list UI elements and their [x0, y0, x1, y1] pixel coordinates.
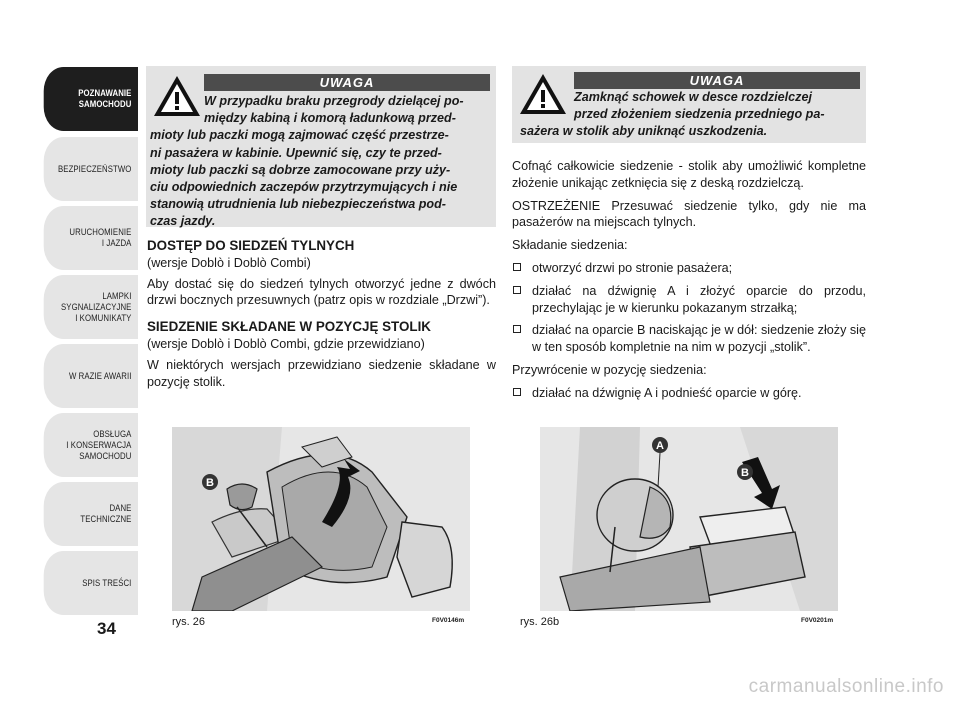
- checkbox-bullet-icon: [513, 286, 521, 294]
- tab-label: OBSŁUGA I KONSERWACJA SAMOCHODU: [66, 428, 132, 462]
- figure-code: F0V0146m: [432, 617, 465, 624]
- warning-line: stanowią utrudnienia lub niebezpieczeństwa pod-: [150, 197, 446, 212]
- figure-caption: rys. 26: [172, 616, 206, 628]
- section-heading: SIEDZENIE SKŁADANE W POZYCJĘ STOLIK: [147, 319, 431, 335]
- paragraph: Aby dostać się do siedzeń tylnych otworzyć jedne z dwóch drzwi bocznych przesuwnych (patrz opis w rozdziale „Drzwi”).: [147, 276, 496, 308]
- paragraph: OSTRZEŻENIE Przesuwać siedzenie tylko, gdy nie ma pasażerów na miejscach tylnych.: [512, 198, 866, 230]
- tab-label: BEZPIECZEŃSTWO: [58, 163, 132, 175]
- figure-rear-seat-access: [172, 427, 470, 611]
- warning-line: mioty lub paczki są dobrze zamocowane przy uży-: [150, 162, 451, 177]
- list-item: [512, 283, 866, 317]
- warning-text: [150, 93, 492, 231]
- tab-label: SPIS TREŚCI: [82, 577, 132, 589]
- right-text-column: [512, 158, 866, 402]
- callout-b-label: B: [206, 477, 214, 489]
- list-item-text: działać na oparcie B naciskając je w dół: siedzenie złoży się w ten sposób kompletnie na nim w pozycji „stolik”.: [532, 323, 866, 355]
- left-text-column: [147, 238, 496, 390]
- warning-title: UWAGA: [574, 72, 860, 89]
- tab-label: DANE TECHNICZNE: [80, 503, 132, 525]
- tab-uruchomienie-i-jazda[interactable]: [44, 206, 138, 270]
- warning-text: [520, 89, 860, 141]
- warning-line: W przypadku braku przegrody dzielącej po-: [204, 94, 464, 108]
- warning-title: UWAGA: [204, 74, 490, 91]
- warning-line: ciu odpowiednich zaczepów przytrzymujących i nie: [150, 180, 458, 195]
- warning-box-glovebox: [512, 66, 866, 143]
- paragraph: W niektórych wersjach przewidziano siedzenie składane w pozycję stolik.: [147, 357, 496, 389]
- paragraph: Przywrócenie w pozycję siedzenia:: [512, 362, 707, 377]
- warning-line: Zamknąć schowek w desce rozdzielczej: [574, 90, 812, 104]
- list-item: [512, 385, 866, 402]
- figure-seat-folding: [540, 427, 838, 611]
- section-subtitle: (wersje Doblò i Doblò Combi): [147, 255, 311, 270]
- list-item-text: otworzyć drzwi po stronie pasażera;: [532, 260, 733, 275]
- checkbox-bullet-icon: [513, 325, 521, 333]
- section-subtitle: (wersje Doblò i Doblò Combi, gdzie przewidziano): [147, 336, 425, 351]
- warning-line: mioty lub paczki mogą zajmować część przestrze-: [150, 128, 449, 143]
- tab-label: URUCHOMIENIE I JAZDA: [69, 227, 132, 249]
- warning-box-partition: [146, 66, 496, 227]
- tab-obsluga-i-konserwacja[interactable]: [44, 413, 138, 477]
- list-item-text: działać na dźwignię A i złożyć oparcie do przodu, przechylając je w kierunku pokazanym strzałką;: [532, 283, 866, 315]
- list-item: [512, 322, 866, 356]
- watermark: carmanualsonline.info: [748, 676, 944, 697]
- warning-line: czas jazdy.: [150, 214, 216, 229]
- tab-bezpieczenstwo[interactable]: [44, 137, 138, 201]
- list-item-text: działać na dźwignię A i podnieść oparcie w górę.: [532, 385, 802, 400]
- paragraph: Cofnąć całkowicie siedzenie - stolik aby umożliwić kompletne złożenie unikając zetknięcia się z deską rozdzielczą.: [512, 159, 866, 190]
- section-heading: DOSTĘP DO SIEDZEŃ TYLNYCH: [147, 238, 355, 253]
- warning-line: sażera w stolik aby uniknąć uszkodzenia.: [520, 124, 768, 139]
- tab-lampki-sygnalizacyjne[interactable]: [44, 275, 138, 339]
- warning-line: przed złożeniem siedzenia przedniego pa-: [574, 107, 825, 122]
- tab-label: W RAZIE AWARII: [68, 370, 132, 382]
- figure-code: F0V0201m: [801, 617, 834, 624]
- tab-spis-tresci[interactable]: [44, 551, 138, 615]
- figure-caption: rys. 26b: [520, 616, 560, 628]
- tab-poznawanie-samochodu[interactable]: [44, 67, 138, 131]
- seat-illustration: [172, 427, 470, 611]
- list-item: [512, 260, 866, 277]
- seat-folding-illustration: [540, 427, 838, 611]
- tab-label: POZNAWANIE SAMOCHODU: [78, 88, 132, 110]
- tab-label: LAMPKI SYGNALIZACYJNE I KOMUNIKATY: [61, 290, 132, 324]
- warning-line: ni pasażera w kabinie. Upewnić się, czy te przed-: [150, 145, 442, 160]
- paragraph: Składanie siedzenia:: [512, 238, 628, 253]
- tab-dane-techniczne[interactable]: [44, 482, 138, 546]
- page-number: 34: [97, 619, 116, 638]
- warning-line: między kabiną i komorą ładunkową przed-: [204, 111, 456, 126]
- tab-w-razie-awarii[interactable]: [44, 344, 138, 408]
- callout-b-label: B: [741, 467, 749, 479]
- checkbox-bullet-icon: [513, 263, 521, 271]
- checkbox-bullet-icon: [513, 388, 521, 396]
- callout-a-label: A: [656, 440, 664, 452]
